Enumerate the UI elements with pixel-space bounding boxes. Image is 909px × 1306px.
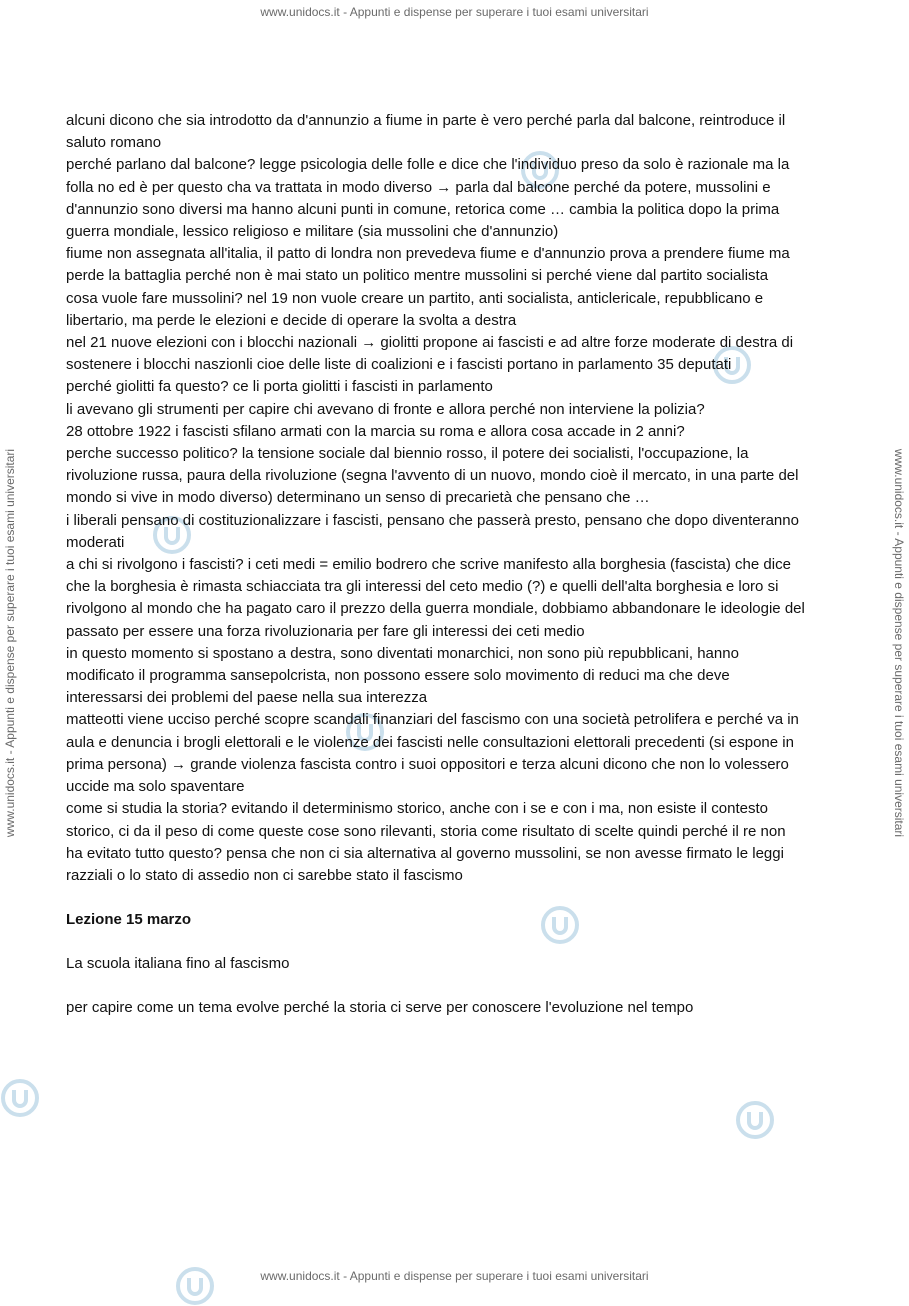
watermark-top: www.unidocs.it - Appunti e dispense per superare i tuoi esami universitari [260,5,649,19]
body-paragraph: perche successo politico? la tensione sociale dal biennio rosso, il potere dei socialisti, l'occupazione, la rivoluzione russa, paura della rivoluzione (segna l'avvento di un nuovo, mondo cioè il mercato, in una parte del mondo si vive in modo diverso) determinano un senso di precarietà che pensano che … [66,445,799,507]
body-paragraph: fiume non assegnata all'italia, il patto di londra non prevedeva fiume e d'annunzio prova a prendere fiume ma perde la battaglia perché non è mai stato un politico mentre mussolini si perché viene dal partito socialista [66,245,790,285]
body-paragraph: 28 ottobre 1922 i fascisti sfilano armati con la marcia su roma e allora cosa accade in 2 anni? [66,422,685,440]
body-paragraph: li avevano gli strumenti per capire chi avevano di fronte e allora perché non interviene la polizia? [66,400,705,418]
document-body [66,110,806,1019]
watermark-right: www.unidocs.it - Appunti e dispense per superare i tuoi esami universitari [892,448,906,838]
section-heading: Lezione 15 marzo [66,911,192,929]
unidocs-logo-icon [735,1100,775,1140]
watermark-left: www.unidocs.it - Appunti e dispense per superare i tuoi esami universitari [3,448,17,838]
body-paragraph: matteotti viene ucciso perché scopre scandali finanziari del fascismo con una società petrolifera e perché va in aula e denuncia i brogli elettorali e le violenze dei fascisti nelle consultazioni elettorali precedenti (si espone in prima persona) → grande violenza fascista contro i suoi oppositori e terza alcuni dicono che non lo volessero uccide ma solo spaventare [66,711,799,796]
body-paragraph: per capire come un tema evolve perché la storia ci serve per conoscere l'evoluzione nel tempo [66,999,694,1017]
section-subtitle: La scuola italiana fino al fascismo [66,955,290,973]
body-paragraph: in questo momento si spostano a destra, sono diventati monarchici, non sono più repubblicani, hanno modificato il programma sansepolcrista, non possono essere solo movimento di reduci ma che deve interessarsi dei problemi del paese nella sua interezza [66,644,739,707]
watermark-bottom: www.unidocs.it - Appunti e dispense per superare i tuoi esami universitari [260,1269,649,1283]
body-paragraph: perché giolitti fa questo? ce li porta giolitti i fascisti in parlamento [66,378,493,396]
body-paragraph: come si studia la storia? evitando il determinismo storico, anche con i se e con i ma, non esiste il contesto storico, ci da il peso di come queste cose sono rilevanti, storia come risultato di scelte quindi perché il re non ha evitato tutto questo? pensa che non ci sia alternativa al governo mussolini, se non avesse firmato le leggi razziali o lo stato di assedio non ci sarebbe stato il fascismo [66,800,786,884]
unidocs-logo-icon [0,1078,40,1118]
body-paragraph: cosa vuole fare mussolini? nel 19 non vuole creare un partito, anti socialista, anticlericale, repubblicano e libertario, ma perde le elezioni e decide di operare la svolta a destra [66,289,764,329]
body-paragraph: perché parlano dal balcone? legge psicologia delle folle e dice che l'individuo preso da solo è razionale ma la folla no ed è per questo cha va trattata in modo diverso → parla dal balcone perché da potere, mussolini e d'annunzio sono diversi ma hanno alcuni punti in comune, retorica come … cambia la politica dopo la prima guerra mondiale, lessico religioso e militare (sia mussolini che d'annunzio) [66,156,790,241]
body-paragraph: a chi si rivolgono i fascisti? i ceti medi = emilio bodrero che scrive manifesto alla borghesia (fascista) che dice che la borghesia è rimasta schiacciata tra gli interessi del ceto medio (?) e quelli dell'alta borghesia e loro si rivolgono al mondo che ha pagato caro il prezzo della guerra mondiale, dobbiamo abbandonare le ideologie del passato per essere una forza rivoluzionaria per fare gli interessi dei ceti medio [66,556,805,640]
body-paragraph: nel 21 nuove elezioni con i blocchi nazionali → giolitti propone ai fascisti e ad altre forze moderate di destra di sostenere i blocchi naszionli cioe delle liste di coalizioni e i fascisti portano in parlamento 35 deputati [66,334,794,374]
body-paragraph: i liberali pensano di costituzionalizzare i fascisti, pensano che passerà presto, pensano che dopo diventeranno moderati [66,511,799,551]
body-paragraph: alcuni dicono che sia introdotto da d'annunzio a fiume in parte è vero perché parla dal balcone, reintroduce il saluto romano [66,112,786,152]
